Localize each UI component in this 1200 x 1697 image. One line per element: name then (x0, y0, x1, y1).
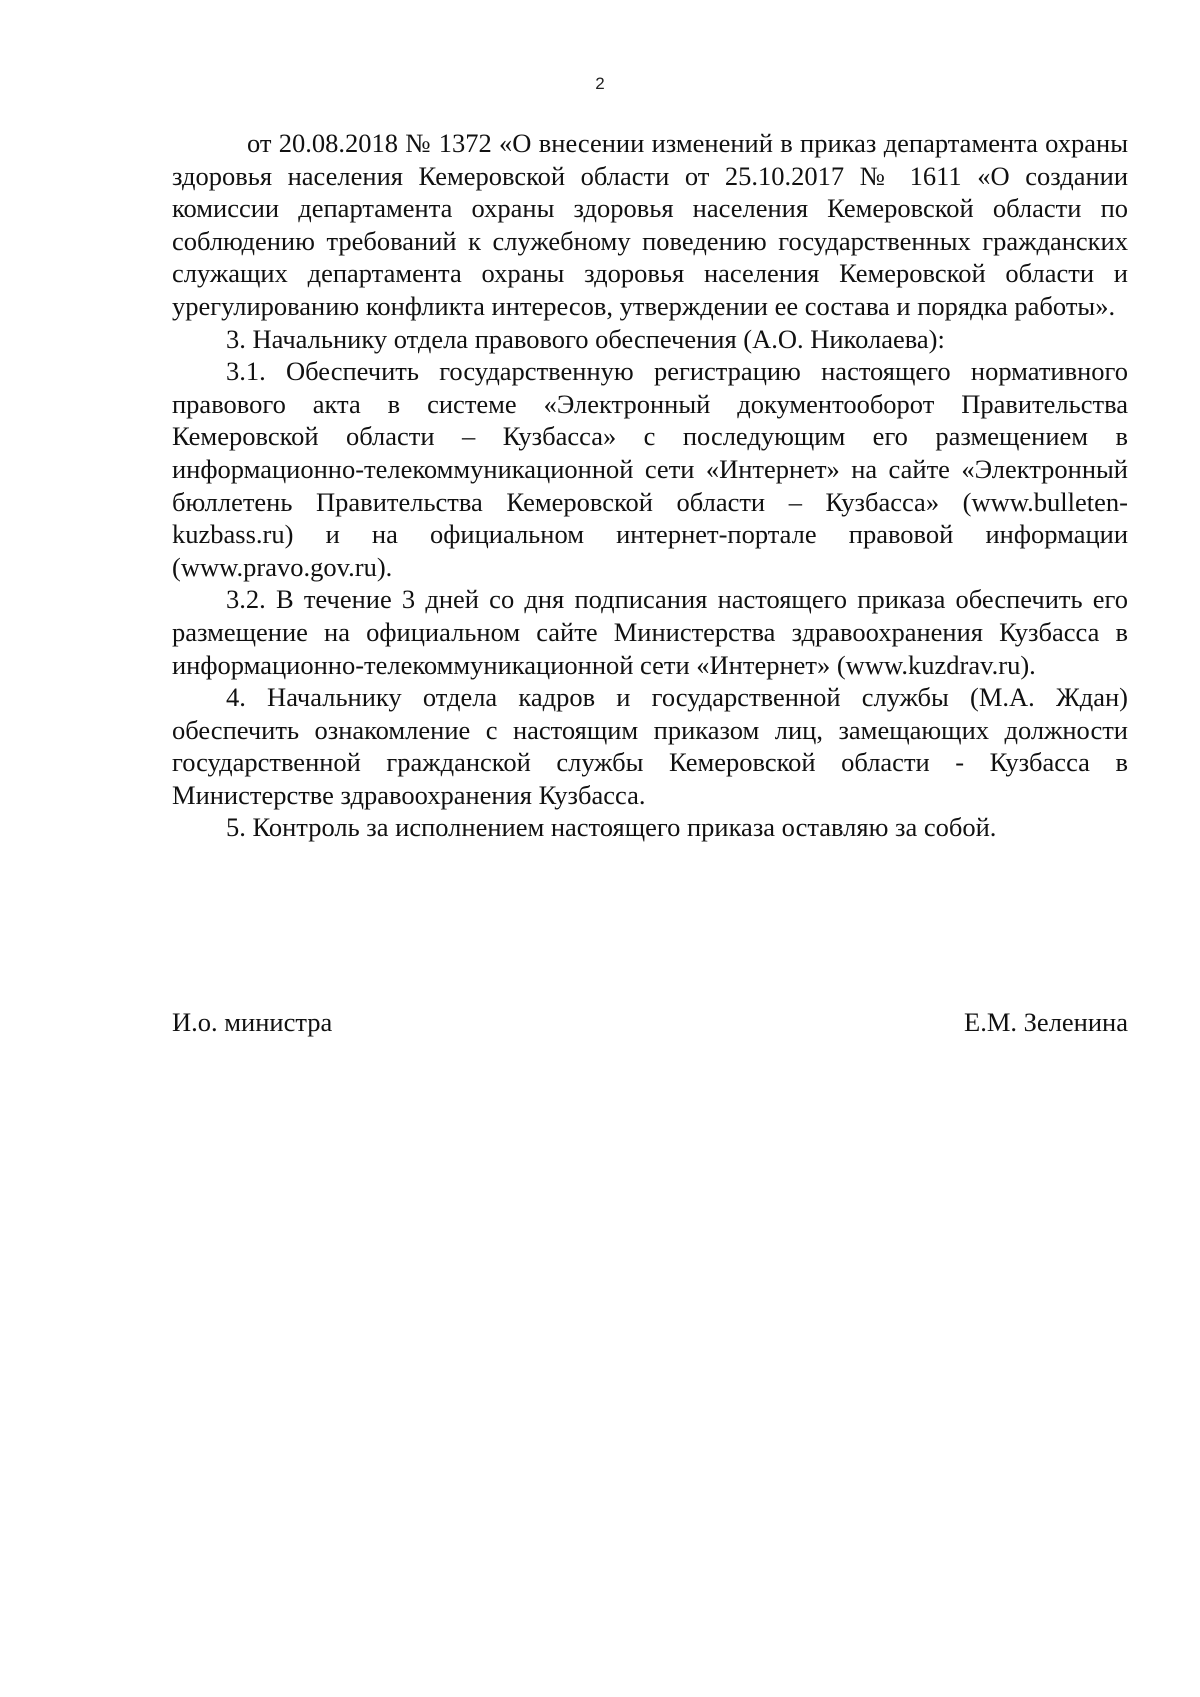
paragraph-item-4: 4. Начальнику отдела кадров и государственной службы (М.А. Ждан) обеспечить ознакомление с настоящим приказом лиц, замещающих должности государственной гражданской службы Кемеровской области - Кузбасса в Министерстве здравоохранения Кузбасса. (172, 682, 1128, 810)
signature-block (172, 1006, 1128, 1046)
paragraph-item-3: 3. Начальнику отдела правового обеспечения (А.О. Николаева): (226, 323, 945, 354)
page-number: 2 (595, 74, 605, 93)
paragraph-item-3-1: 3.1. Обеспечить государственную регистрацию настоящего нормативного правового акта в системе «Электронный документооборот Правительства Кемеровской области – Кузбасса» с последующим его размещением в информационно-телекоммуникационной сети «Интернет» на сайте «Электронный бюллетень Правительства Кемеровской области – Кузбасса» (www.bulleten-kuzbass.ru) и на официальном интернет-портале правовой информации (www.pravo.gov.ru). (172, 356, 1128, 582)
signatory-role: И.о. министра (172, 1007, 333, 1037)
signatory-name: Е.М. Зеленина (964, 1007, 1128, 1037)
document-body (172, 127, 1128, 844)
paragraph-item-5: 5. Контроль за исполнением настоящего приказа оставляю за собой. (226, 812, 997, 843)
paragraph-item-3-2: 3.2. В течение 3 дней со дня подписания настоящего приказа обеспечить его размещение на официальном сайте Министерства здравоохранения Кузбасса в информационно-телекоммуникационной сети «Интернет» (www.kuzdrav.ru). (172, 584, 1128, 680)
paragraph-amendment-reference: от 20.08.2018 № 1372 «О внесении изменений в приказ департамента охраны здоровья населения Кемеровской области от 25.10.2017 № 1611 «О создании комиссии департамента охраны здоровья населения Кемеровской области по соблюдению требований к служебному поведению государственных гражданских служащих департамента охраны здоровья населения Кемеровской области и урегулированию конфликта интересов, утверждении ее состава и порядка работы». (172, 128, 1128, 321)
